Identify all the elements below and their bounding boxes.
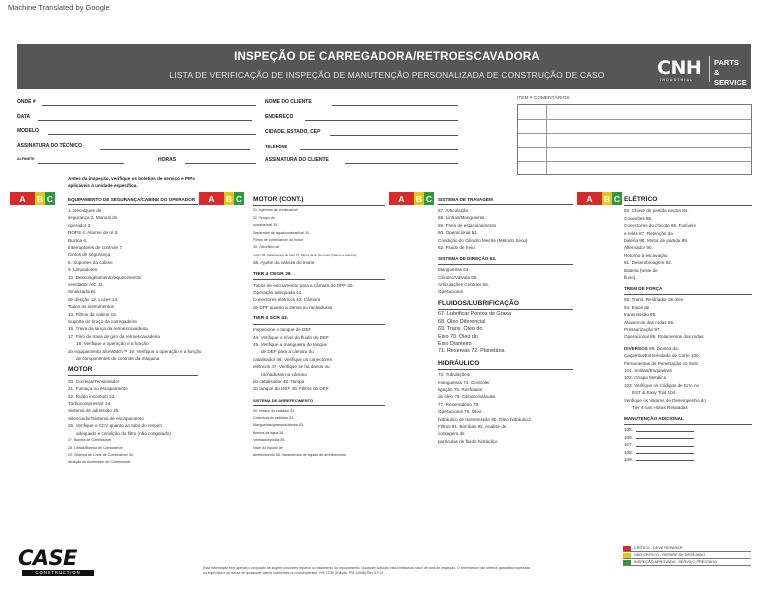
cnh-logo xyxy=(657,57,713,81)
checklist-item[interactable]: Caçamba/Extremidade de Corte 100. xyxy=(624,353,700,359)
checklist-item[interactable]: Bomba de água 54. xyxy=(253,430,285,435)
checklist-item[interactable]: adequado e condição do filtro (não congelado) xyxy=(76,430,171,436)
case-logo xyxy=(18,548,96,576)
checklist-item[interactable]: 69. Trans. Óleo do xyxy=(438,326,483,333)
additional-maintenance-heading: MANUTENÇÃO ADICIONAL xyxy=(624,415,752,424)
checklist-item[interactable]: Ventilador/polias 55. xyxy=(253,438,286,443)
comments-label: ITEM # COMENTÁRIOS xyxy=(517,96,570,101)
checklist-item[interactable]: catalisador 46. Verifique os conectores xyxy=(253,356,332,362)
checklist-item[interactable]: segurança 2. Manual do xyxy=(68,215,118,221)
checklist-item[interactable]: Bateria (teste de xyxy=(624,267,658,273)
fluids-heading: FLUIDOS/LUBRIFICAÇÃO xyxy=(438,300,573,310)
maintenance-line[interactable]: 107. xyxy=(624,441,752,448)
ordem-field[interactable] xyxy=(42,105,256,106)
checklist-item[interactable]: 32. Tempo de xyxy=(253,215,275,220)
cnh-wordmark: CNH xyxy=(657,57,702,79)
abc-c-segment: C xyxy=(235,193,243,204)
checklist-item[interactable]: ROPS 4. Alarme de ré 5. xyxy=(68,230,119,236)
cooling-heading: SISTEMA DE ARREFECIMENTO xyxy=(253,397,385,406)
telefone-field[interactable] xyxy=(300,149,458,150)
case-wordmark: CASE xyxy=(18,546,77,570)
checklist-item[interactable]: de DPF quanto a danos ou rachaduras xyxy=(253,304,333,310)
checklist-item[interactable]: Conectores elétricos 42. Câmara xyxy=(253,297,321,303)
checklist-item[interactable]: 29. Sistema de Corte de Combustível 30. xyxy=(68,452,134,457)
checklist-item[interactable]: Ferramentas de Penetração no Solo xyxy=(624,360,699,366)
checklist-item[interactable]: 67. Lubrificar Pontos de Graxa xyxy=(438,311,512,318)
parts-service-label: PARTS & SERVICE xyxy=(714,58,747,87)
page-subtitle: LISTA DE VERIFICAÇÃO DE INSPEÇÃO DE MANUTENÇÃO PERSONALIZADA DE CONSTRUÇÃO DE CASO xyxy=(169,70,605,80)
checklist-item[interactable]: Turbocompressor 24. xyxy=(68,401,112,407)
checklist-item[interactable]: Operacional 98. Rolamentos das rodas xyxy=(624,334,704,340)
checklist-item[interactable]: e relés 87. Retenção da xyxy=(624,230,673,236)
electrical-heading: ELÉTRICO xyxy=(624,196,752,206)
cnh-industrial: INDUSTRIAL xyxy=(660,78,694,82)
data-field[interactable] xyxy=(38,120,252,121)
tier4-scr-heading: TIER 4 SCR 43. xyxy=(253,315,385,324)
nome-cliente-label: NOME DO CLIENTE xyxy=(265,99,312,105)
checklist-item[interactable]: do tanque do DEF 49. Filtros do DEF xyxy=(253,386,329,392)
column-safety xyxy=(68,196,202,467)
checklist-item[interactable]: 26. Verifique o CCV quanto ao tubo do respiro xyxy=(68,423,162,429)
checklist-item[interactable]: Cilindro/Válvula 65. xyxy=(438,274,478,280)
checklist-item[interactable]: hidráulico de transmissão 80. Óleo hidráulico/ xyxy=(438,416,531,422)
checklist-item[interactable]: motor 36. Vazamentos de óleo 37. Filtros de ar do motor (interno e externo) xyxy=(253,252,357,257)
checklist-item[interactable]: 16. Trava da lança da retroescavadeira xyxy=(68,326,148,332)
checklist-item[interactable]: Tubos de escoamento para a câmara do DPF 40. xyxy=(253,282,354,288)
checklist-item[interactable]: Conexões 85. xyxy=(624,215,653,221)
machine-translated-note: Machine Translated by Google xyxy=(8,3,110,12)
checklist-item[interactable]: 38. Ajuste da válvula do motor xyxy=(253,260,315,266)
checklist-item[interactable]: Atuação do Acelerador de Combustível xyxy=(68,460,131,465)
checklist-item[interactable]: contagem de xyxy=(438,431,465,437)
checklist-item[interactable]: Eixo Dianteiro xyxy=(438,340,472,347)
checklist-item[interactable]: Operacional xyxy=(438,289,463,295)
checklist-item[interactable]: do equipamento SiteWatch™ 19. Verifique a operação e a função xyxy=(68,348,202,354)
checklist-item[interactable]: 93. Trans. Resfriador de óleo xyxy=(624,297,684,303)
checklist-item[interactable]: 21. Fumaça no escapamento xyxy=(68,386,128,392)
checklist-item[interactable]: 20. Correias/Tensionador xyxy=(68,378,120,384)
checklist-item[interactable]: de óleo 76. Cilindro/válvulas xyxy=(438,394,496,400)
horas-label: HORAS xyxy=(158,157,177,163)
checklist-item[interactable]: Inspecione o tanque de DEF xyxy=(253,327,312,333)
legend-noncritical: NÃO CRÍTICO - REPARE SE DESEJADO xyxy=(623,552,751,559)
checklist-item[interactable]: 18. Verifique a operação e a função xyxy=(76,341,149,347)
checklist-item[interactable]: 99. Dentes da xyxy=(649,345,678,351)
checklist-item[interactable]: 31. Injetores de combustível xyxy=(253,208,298,213)
checklist-item[interactable]: arrefecimento 56. Vazamentos de líquido de arrefecimento xyxy=(253,453,347,458)
checklist-item[interactable]: Interruptores de controle 7. xyxy=(68,244,124,250)
alfinete-label: ALFINETE xyxy=(17,157,35,161)
checklist-item[interactable]: Todos os instrumentos xyxy=(68,304,114,310)
tier4-cegr-heading: TIER 4 CEGR 39. xyxy=(253,271,385,280)
checklist-item[interactable]: Retorno à escavação xyxy=(624,252,668,258)
abc-badge-2 xyxy=(199,192,244,205)
checklist-item[interactable]: rachaduras na câmara xyxy=(261,371,307,377)
abc-b-segment: B xyxy=(415,193,423,204)
abc-badge-1 xyxy=(10,192,55,205)
checklist-item[interactable]: combustível 33. xyxy=(253,223,279,228)
abc-a-segment: A xyxy=(10,192,35,205)
checklist-item[interactable]: Operacional 79. Óleo xyxy=(438,409,482,415)
checklist-item[interactable]: Sistema de admissão 25. xyxy=(68,408,120,414)
alfinete-field[interactable] xyxy=(38,163,124,164)
header-banner xyxy=(17,44,751,89)
assinatura-cliente-label: ASSINATURA DO CLIENTE xyxy=(265,157,329,163)
checklist-item[interactable]: 10. Descongelamento/aquecimento/ xyxy=(68,274,142,280)
checklist-item[interactable]: Cobertura do radiador 52. xyxy=(253,416,295,421)
column-brakes xyxy=(438,196,573,445)
checklist-item[interactable]: transmissão 95. xyxy=(624,312,657,318)
checklist-item[interactable]: 57. Articulação xyxy=(438,207,469,213)
assinatura-tecnico-field[interactable] xyxy=(100,149,250,150)
horas-field[interactable] xyxy=(185,163,256,164)
legend-swatch-yellow xyxy=(623,553,631,558)
nome-cliente-field[interactable] xyxy=(332,105,458,106)
motor-cont-heading: MOTOR (CONT.) xyxy=(253,196,385,206)
checklist-item[interactable]: fluxo) xyxy=(624,275,636,281)
checklist-item[interactable]: 101. Soldas/Enquadras xyxy=(624,368,672,374)
checklist-item[interactable]: 27. Bomba de Combustível xyxy=(68,438,112,443)
abc-b-segment: B xyxy=(36,193,44,204)
cidade-label: CIDADE, ESTADO, CEP xyxy=(265,129,321,135)
checklist-item[interactable]: 8. Suportes da cabine xyxy=(68,259,113,265)
checklist-item[interactable]: Buzina 6. xyxy=(68,237,88,243)
checklist-item[interactable]: Filtros 81. Bombas 82. Análise de xyxy=(438,423,507,429)
abc-c-segment: C xyxy=(46,193,54,204)
assinatura-tecnico-label: ASSINATURA DO TÉCNICO xyxy=(17,143,82,149)
abc-badge-3 xyxy=(389,192,434,205)
brakes-heading: SISTEMA DE TRAVAGEM xyxy=(438,196,573,205)
checklist-item[interactable]: Silenciador/Sistema de escapamento xyxy=(68,415,144,421)
abc-c-segment: C xyxy=(425,193,433,204)
checklist-item[interactable]: Verifique os Valores de Desempenho do xyxy=(624,397,706,403)
checklist-item[interactable]: ventilador A/C 11. xyxy=(68,281,104,287)
checklist-item[interactable]: 9. Limpadores xyxy=(68,267,98,273)
checklist-item[interactable]: partículas de fluido hidráulico xyxy=(438,438,498,444)
modelo-label: MODELO xyxy=(17,128,39,134)
legend-critical: CRÍTICO - DEVE REPARAR xyxy=(623,545,751,552)
cidade-field[interactable] xyxy=(330,135,458,136)
checklist-item[interactable]: Cintos de segurança xyxy=(68,252,111,258)
ordem-label: ONDE # xyxy=(17,99,36,105)
column-electrical xyxy=(624,196,752,463)
abc-a-segment: A xyxy=(389,192,414,205)
checklist-item[interactable]: Mangueiras 64. xyxy=(438,267,470,273)
checklist-item[interactable]: Condição do Cilindro Mestre (Método Seco) xyxy=(438,237,528,243)
steering-heading: SISTEMA DE DIREÇÃO 63. xyxy=(438,255,573,264)
abc-b-segment: B xyxy=(603,193,611,204)
checklist-item[interactable]: 62. Fluido de freio xyxy=(438,244,475,250)
legend-swatch-red xyxy=(623,546,631,551)
logo-divider xyxy=(709,56,710,82)
status-legend xyxy=(623,545,751,566)
checklist-item[interactable]: Suporte do braço da carregadeira xyxy=(68,319,137,324)
misc-row xyxy=(624,345,752,352)
checklist-item[interactable]: 44. Verifique o nível do fluido do DEF xyxy=(253,334,329,340)
telefone-label: TELEFONE xyxy=(265,144,288,149)
checklist-item[interactable]: Nível do líquido de xyxy=(253,445,283,450)
checklist-item[interactable]: 91. Desembreagem 92. xyxy=(624,260,673,266)
checklist-item[interactable]: do catalisador 48. Tampa xyxy=(253,378,305,384)
abc-b-segment: B xyxy=(225,193,233,204)
checklist-item[interactable]: 50. Núcleo do radiador 51. xyxy=(253,408,296,413)
checklist-item[interactable]: Mangueiras/grampos/tampa 53. xyxy=(253,423,304,428)
abc-badge-4 xyxy=(577,192,622,205)
checklist-item[interactable]: 45. Verifique a mangueira do tanque xyxy=(253,341,328,347)
legend-swatch-green xyxy=(623,560,631,565)
checklist-item[interactable]: 14. Filtros da cabine 15. xyxy=(68,311,118,317)
safety-heading: EQUIPAMENTO DE SEGURANÇA/CABINE DO OPERADOR xyxy=(68,196,198,205)
checklist-item[interactable]: Articulações Centrais 66. xyxy=(438,282,490,288)
checklist-item[interactable]: Operação adequada 41. xyxy=(253,289,303,295)
checklist-item[interactable]: 22. Ruído incomum 23. xyxy=(68,393,116,399)
hydraulic-heading: HIDRÁULICO xyxy=(438,360,573,370)
checklist-item[interactable]: 35. Óleo/filtro de xyxy=(253,245,280,250)
abc-a-segment: A xyxy=(577,192,602,205)
checklist-item[interactable]: 77. Reservatório 78. xyxy=(438,401,480,407)
checklist-item[interactable]: Separador de água/combustível 34. xyxy=(253,230,310,235)
checklist-item[interactable]: 59. Freio de estacionamento xyxy=(438,222,497,228)
checklist-item[interactable]: 60. Operacional 61. xyxy=(438,230,479,236)
checklist-item[interactable]: EST & Easy Tool 104. xyxy=(632,390,677,396)
checklist-item[interactable]: 17. Pino de trava de giro da retroescavadeira xyxy=(68,333,160,339)
maintenance-line[interactable]: 109. xyxy=(624,456,752,463)
motor-heading: MOTOR xyxy=(68,366,198,376)
checklist-item[interactable]: Eixo 70. Óleo do xyxy=(438,333,478,340)
checklist-item[interactable]: Alavancas das rodas 96. xyxy=(624,319,675,325)
assinatura-cliente-field[interactable] xyxy=(345,163,458,164)
abc-c-segment: C xyxy=(613,193,621,204)
checklist-item[interactable]: 73. Tubulações/ xyxy=(438,372,471,378)
comments-table[interactable] xyxy=(517,104,752,175)
page-title: INSPEÇÃO DE CARREGADORA/RETROESCAVADORA xyxy=(234,51,540,63)
modelo-field[interactable] xyxy=(48,134,256,135)
checklist-item[interactable]: 102. Chapa Metálica xyxy=(624,375,667,381)
checklist-item[interactable]: 71. Reservas 72. Planetária xyxy=(438,348,505,355)
misc-heading: DIVERSOS xyxy=(624,345,648,351)
disclaimer: Esta informação tem apenas o propósito de sugerir possíveis reparos ou tratamento do equipamento. Qualquer solução está limitada ao valor de taxa de inspeção. O revendedor não oferece garantias expressas ou implícitas e se isenta de quaisquer danos incidentais ou consequentes. PM 17/30 (Edição: PM 14058) Rev 07/14 xyxy=(203,566,531,575)
maintenance-line[interactable]: 105. xyxy=(624,426,752,433)
checklist-item[interactable]: de DEF para a câmara do xyxy=(261,349,314,355)
checklist-item[interactable]: Filtros de combustível do motor xyxy=(253,238,304,243)
checklist-item[interactable]: Tier 4 nas Horas Relatadas xyxy=(632,405,688,411)
checklist-item[interactable]: Alternador 90. xyxy=(624,245,653,251)
case-construction-bar: CONSTRUCTION xyxy=(22,570,94,576)
checklist-item[interactable]: Conectores do chicote 86. Fusíveis xyxy=(624,223,696,229)
checklist-item[interactable]: operador 3. xyxy=(68,222,92,228)
legend-approved: INSPEÇÃO APROVADA - SERVIÇO PRESTADO xyxy=(623,559,751,566)
maintenance-line[interactable]: 108. xyxy=(624,449,752,456)
maintenance-line[interactable]: 106. xyxy=(624,434,752,441)
checklist-item[interactable]: 28. Linhas/Bomba de Combustível xyxy=(68,445,123,450)
checklist-item[interactable]: de componentes de controle da máquina xyxy=(76,356,160,362)
checklist-item[interactable]: elétricos 47. Verifique se há danos ou xyxy=(253,364,330,370)
checklist-item[interactable]: Pressurização 97. xyxy=(624,327,661,332)
column-motor-cont xyxy=(253,196,385,460)
abc-a-segment: A xyxy=(199,192,224,205)
endereco-field[interactable] xyxy=(305,120,458,121)
checklist-item[interactable]: 83. Chave de partida neutra 84. xyxy=(624,208,689,214)
checklist-item[interactable]: 103. Verifique os Códigos de Erro no xyxy=(624,382,700,388)
checklist-item[interactable]: 1. Decalques de xyxy=(68,207,102,213)
checklist-item[interactable]: Sinalizadores xyxy=(68,289,96,295)
checklist-item[interactable]: mangueiras 74. Controle/ xyxy=(438,379,490,385)
data-label: DATA xyxy=(17,114,31,120)
checklist-item[interactable]: bateria 88. Motor de partida 89. xyxy=(624,238,689,244)
checklist-item[interactable]: de direção 12. Luzes 13. xyxy=(68,296,119,302)
checklist-item[interactable]: ligação 75. Resfriador xyxy=(438,386,483,392)
powertrain-heading: TREM DE FORÇA xyxy=(624,285,752,294)
inspection-note: Antes da inspeção, verifique os boletins de serviço e PIPs aplicáveis à unidade específica. xyxy=(68,176,195,188)
endereco-label: ENDEREÇO xyxy=(265,114,294,120)
checklist-item[interactable]: 94. Eixos de xyxy=(624,304,650,310)
checklist-item[interactable]: 58. Linhas/Mangueiras xyxy=(438,215,485,221)
checklist-item[interactable]: 68. Óleo Diferencial xyxy=(438,318,486,325)
